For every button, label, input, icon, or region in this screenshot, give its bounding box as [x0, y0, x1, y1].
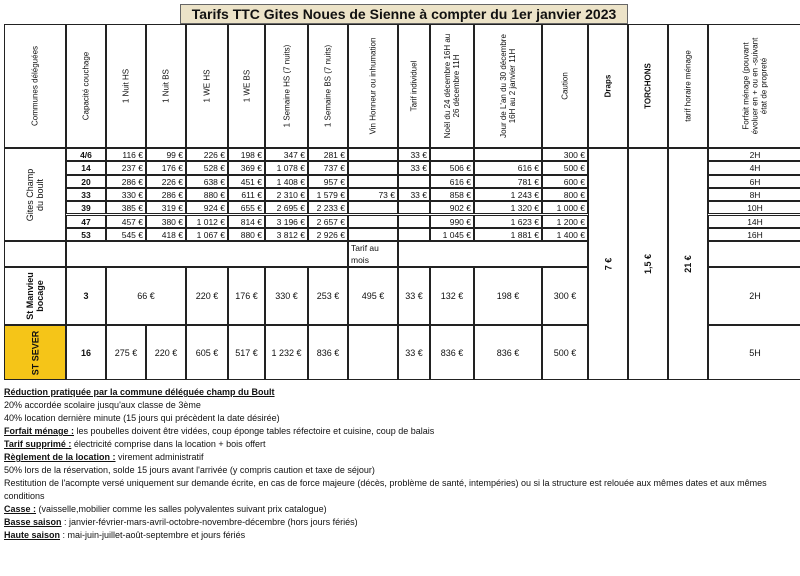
champ-cell-nuit-hs: 237 €	[106, 161, 146, 174]
st-manvieu-sem-bs: 253 €	[308, 267, 348, 325]
st-manvieu-forfait: 2H	[708, 267, 800, 325]
champ-cell-we-bs: 611 €	[228, 188, 265, 201]
champ-cell-noel: 858 €	[430, 188, 474, 201]
champ-cell-caution: 800 €	[542, 188, 588, 201]
champ-cell-caution: 600 €	[542, 175, 588, 188]
champ-cell-caution: 1 000 €	[542, 201, 588, 214]
champ-cell-sem-bs: 1 579 €	[308, 188, 348, 201]
commune-st-sever: ST SEVER	[4, 325, 66, 380]
champ-cell-forfait: 8H	[708, 188, 800, 201]
tarif-au-mois: Tarif au mois	[348, 241, 398, 267]
note-haute: Haute saison : mai-juin-juillet-août-septembre et jours fériés	[4, 530, 246, 540]
st-sever-an: 836 €	[474, 325, 542, 380]
champ-cell-vin	[348, 175, 398, 188]
st-manvieu-indiv: 33 €	[398, 267, 430, 325]
champ-cell-noel: 1 045 €	[430, 228, 474, 241]
st-manvieu-we-hs: 220 €	[186, 267, 228, 325]
champ-cell-forfait: 10H	[708, 201, 800, 214]
header-menage: tarif horaire ménage	[668, 24, 708, 148]
champ-cell-noel: 506 €	[430, 161, 474, 174]
note-basse: Basse saison : janvier-février-mars-avril-octobre-novembre-décembre (hors jours fériés)	[4, 517, 358, 527]
champ-cell-caution: 1 200 €	[542, 215, 588, 228]
note-tarif: Tarif supprimé : électricité comprise dans la location + bois offert	[4, 439, 266, 449]
st-sever-vin	[348, 325, 398, 380]
header-nuit-hs: 1 Nuit HS	[106, 24, 146, 148]
champ-cell-indiv: 33 €	[398, 148, 430, 161]
st-sever-cap: 16	[66, 325, 106, 380]
st-manvieu-we-bs: 176 €	[228, 267, 265, 325]
champ-cell-nuit-bs: 418 €	[146, 228, 186, 241]
champ-cell-nuit-hs: 385 €	[106, 201, 146, 214]
st-sever-we-bs: 517 €	[228, 325, 265, 380]
st-sever-noel: 836 €	[430, 325, 474, 380]
header-sem-bs: 1 Semaine BS (7 nuits)	[308, 24, 348, 148]
header-caution: Caution	[542, 24, 588, 148]
champ-cell-forfait: 14H	[708, 215, 800, 228]
champ-cell-nuit-hs: 330 €	[106, 188, 146, 201]
champ-cell-forfait: 16H	[708, 228, 800, 241]
champ-cell-an	[474, 148, 542, 161]
champ-cell-nuit-hs: 116 €	[106, 148, 146, 161]
champ-cell-vin	[348, 228, 398, 241]
header-tarif-indiv: Tarif individuel	[398, 24, 430, 148]
note-restitution: Restitution de l'acompte versé uniquement sur demande écrite, en cas de force majeure (décès, problème de santé, intempéries) ou si la structure est relouée aux mêmes dates et aux mêmes conditions	[4, 478, 767, 501]
st-sever-nuit-bs: 220 €	[146, 325, 186, 380]
commune-champ-du-boult: Gites Champ du boult	[4, 148, 66, 241]
champ-cell-vin	[348, 201, 398, 214]
champ-cell-nuit-bs: 380 €	[146, 215, 186, 228]
champ-cell-an: 781 €	[474, 175, 542, 188]
reduction-title: Réduction pratiquée par la commune déléguée champ du Boult	[4, 387, 275, 397]
st-manvieu-cap: 3	[66, 267, 106, 325]
header-draps: Draps	[588, 24, 628, 148]
header-we-hs: 1 WE HS	[186, 24, 228, 148]
champ-cell-nuit-hs: 545 €	[106, 228, 146, 241]
st-sever-sem-hs: 1 232 €	[265, 325, 308, 380]
champ-cell-cap: 14	[66, 161, 106, 174]
page-title: Tarifs TTC Gites Noues de Sienne à compter du 1er janvier 2023	[180, 4, 628, 24]
empty-row-forfait	[708, 241, 800, 267]
st-manvieu-vin: 495 €	[348, 267, 398, 325]
st-manvieu-nuit: 66 €	[106, 267, 186, 325]
champ-cell-sem-bs: 957 €	[308, 175, 348, 188]
champ-cell-we-bs: 451 €	[228, 175, 265, 188]
header-noel: Noël du 24 décembre 16H au 26 décembre 11H	[430, 24, 474, 148]
st-sever-caution: 500 €	[542, 325, 588, 380]
champ-cell-noel: 616 €	[430, 175, 474, 188]
st-sever-nuit-hs: 275 €	[106, 325, 146, 380]
champ-cell-cap: 4/6	[66, 148, 106, 161]
empty-row-communes	[4, 241, 66, 267]
champ-cell-cap: 39	[66, 201, 106, 214]
champ-cell-sem-bs: 2 657 €	[308, 215, 348, 228]
champ-cell-sem-hs: 3 196 €	[265, 215, 308, 228]
header-we-bs: 1 WE BS	[228, 24, 265, 148]
champ-cell-sem-hs: 1 408 €	[265, 175, 308, 188]
champ-cell-an: 1 881 €	[474, 228, 542, 241]
champ-cell-an: 1 320 €	[474, 201, 542, 214]
st-manvieu-caution: 300 €	[542, 267, 588, 325]
champ-cell-cap: 20	[66, 175, 106, 188]
menage-value: 21 €	[668, 148, 708, 380]
champ-cell-nuit-bs: 226 €	[146, 175, 186, 188]
note-line: 40% location dernière minute (15 jours qui précèdent la date désirée)	[4, 413, 280, 423]
champ-cell-nuit-bs: 319 €	[146, 201, 186, 214]
champ-cell-indiv	[398, 228, 430, 241]
champ-cell-sem-bs: 737 €	[308, 161, 348, 174]
st-sever-indiv: 33 €	[398, 325, 430, 380]
header-nuit-bs: 1 Nuit BS	[146, 24, 186, 148]
st-manvieu-an: 198 €	[474, 267, 542, 325]
champ-cell-we-bs: 655 €	[228, 201, 265, 214]
champ-cell-sem-hs: 1 078 €	[265, 161, 308, 174]
champ-cell-caution: 300 €	[542, 148, 588, 161]
champ-cell-nuit-hs: 457 €	[106, 215, 146, 228]
champ-cell-vin: 73 €	[348, 188, 398, 201]
champ-cell-nuit-bs: 99 €	[146, 148, 186, 161]
champ-cell-sem-hs: 2 310 €	[265, 188, 308, 201]
champ-cell-we-hs: 880 €	[186, 188, 228, 201]
st-sever-sem-bs: 836 €	[308, 325, 348, 380]
champ-cell-we-hs: 528 €	[186, 161, 228, 174]
champ-cell-sem-bs: 281 €	[308, 148, 348, 161]
st-manvieu-noel: 132 €	[430, 267, 474, 325]
st-sever-forfait: 5H	[708, 325, 800, 380]
champ-cell-an: 1 243 €	[474, 188, 542, 201]
note-casse: Casse : (vaisselle,mobilier comme les salles polyvalentes suivant prix catalogue)	[4, 504, 327, 514]
champ-cell-sem-hs: 3 812 €	[265, 228, 308, 241]
header-sem-hs: 1 Semaine HS (7 nuits)	[265, 24, 308, 148]
champ-cell-noel: 990 €	[430, 215, 474, 228]
empty-row-right	[398, 241, 588, 267]
champ-cell-we-bs: 369 €	[228, 161, 265, 174]
champ-cell-indiv	[398, 215, 430, 228]
header-jour-an: Jour de L'an du 30 décembre 16H au 2 janvier 11H	[474, 24, 542, 148]
champ-cell-vin	[348, 148, 398, 161]
champ-cell-an: 1 623 €	[474, 215, 542, 228]
champ-cell-indiv	[398, 175, 430, 188]
champ-cell-forfait: 4H	[708, 161, 800, 174]
champ-cell-indiv	[398, 201, 430, 214]
champ-cell-noel: 902 €	[430, 201, 474, 214]
champ-cell-forfait: 2H	[708, 148, 800, 161]
note-forfait: Forfait ménage : les poubelles doivent être vidées, coup éponge tables réfectoire et cuisine, coup de balais	[4, 426, 435, 436]
champ-cell-we-bs: 814 €	[228, 215, 265, 228]
champ-cell-cap: 53	[66, 228, 106, 241]
torchons-value: 1,5 €	[628, 148, 668, 380]
champ-cell-indiv: 33 €	[398, 188, 430, 201]
champ-cell-we-hs: 1 012 €	[186, 215, 228, 228]
empty-row-mid	[66, 241, 348, 267]
champ-cell-an: 616 €	[474, 161, 542, 174]
champ-cell-indiv: 33 €	[398, 161, 430, 174]
notes-section	[4, 386, 794, 542]
champ-cell-caution: 1 400 €	[542, 228, 588, 241]
note-reglement: Règlement de la location : virement administratif	[4, 452, 204, 462]
st-manvieu-sem-hs: 330 €	[265, 267, 308, 325]
header-capacite: Capacité couchage	[66, 24, 106, 148]
st-sever-we-hs: 605 €	[186, 325, 228, 380]
champ-cell-we-hs: 638 €	[186, 175, 228, 188]
header-forfait: Forfait ménage (pouvant évoluer en + ou en -suivant état de propreté	[708, 24, 800, 148]
header-torchons: TORCHONS	[628, 24, 668, 148]
champ-cell-we-hs: 226 €	[186, 148, 228, 161]
note-line: 50% lors de la réservation, solde 15 jours avant l'arrivée (y compris caution et taxe de séjour)	[4, 465, 375, 475]
champ-cell-noel	[430, 148, 474, 161]
champ-cell-forfait: 6H	[708, 175, 800, 188]
note-line: 20% accordée scolaire jusqu'aux classe de 3ème	[4, 400, 201, 410]
champ-cell-we-hs: 1 067 €	[186, 228, 228, 241]
champ-cell-sem-hs: 347 €	[265, 148, 308, 161]
champ-cell-we-hs: 924 €	[186, 201, 228, 214]
champ-cell-sem-hs: 2 695 €	[265, 201, 308, 214]
header-vin: Vin Honneur ou inhumation	[348, 24, 398, 148]
champ-cell-vin	[348, 215, 398, 228]
champ-cell-cap: 47	[66, 215, 106, 228]
champ-cell-nuit-hs: 286 €	[106, 175, 146, 188]
champ-cell-caution: 500 €	[542, 161, 588, 174]
champ-cell-cap: 33	[66, 188, 106, 201]
header-communes: Communes déléguées	[4, 24, 66, 148]
draps-value: 7 €	[588, 148, 628, 380]
champ-cell-nuit-bs: 286 €	[146, 188, 186, 201]
champ-cell-we-bs: 198 €	[228, 148, 265, 161]
champ-cell-vin	[348, 161, 398, 174]
champ-cell-sem-bs: 2 233 €	[308, 201, 348, 214]
champ-cell-sem-bs: 2 926 €	[308, 228, 348, 241]
commune-st-manvieu: St Manvieu bocage	[4, 267, 66, 325]
champ-cell-nuit-bs: 176 €	[146, 161, 186, 174]
champ-cell-we-bs: 880 €	[228, 228, 265, 241]
